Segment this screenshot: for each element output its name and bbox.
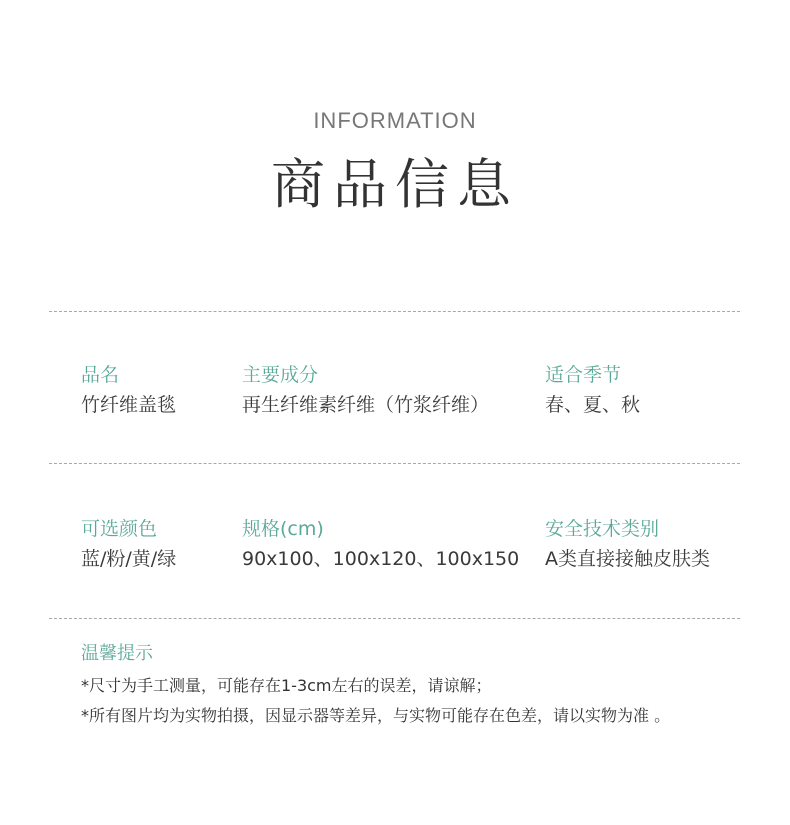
size-value: 90x100、100x120、100x150 <box>242 548 520 570</box>
info-cell-product-name <box>81 363 176 417</box>
tips-line-measurement: *尺寸为手工测量，可能存在1-3cm左右的误差，请谅解； <box>81 676 492 695</box>
divider-top <box>49 311 740 312</box>
info-cell-colors <box>81 517 176 571</box>
tips-line-color-difference: *所有图片均为实物拍摄，因显示器等差异，与实物可能存在色差，请以实物为准 。 <box>81 706 671 725</box>
header-chinese-title: 商品信息 <box>271 153 519 216</box>
colors-value: 蓝/粉/黄/绿 <box>81 548 177 570</box>
info-cell-season <box>545 363 640 417</box>
composition-label: 主要成分 <box>242 364 319 386</box>
info-cell-composition <box>242 363 489 417</box>
safety-category-label: 安全技术类别 <box>545 518 660 540</box>
safety-category-value: A类直接接触皮肤类 <box>545 548 710 570</box>
info-cell-size <box>242 517 519 571</box>
header-english-title: INFORMATION <box>313 108 477 133</box>
tips-title: 温馨提示 <box>81 643 153 664</box>
size-label: 规格(cm) <box>242 518 324 540</box>
product-name-label: 品名 <box>81 364 120 386</box>
season-label: 适合季节 <box>545 364 622 386</box>
divider-middle <box>49 463 740 464</box>
composition-value: 再生纤维素纤维（竹浆纤维） <box>242 394 490 416</box>
season-value: 春、夏、秋 <box>545 394 641 416</box>
info-cell-safety-category <box>545 517 710 571</box>
tips-section <box>81 642 670 727</box>
colors-label: 可选颜色 <box>81 518 158 540</box>
divider-bottom <box>49 618 740 619</box>
product-name-value: 竹纤维盖毯 <box>81 394 177 416</box>
